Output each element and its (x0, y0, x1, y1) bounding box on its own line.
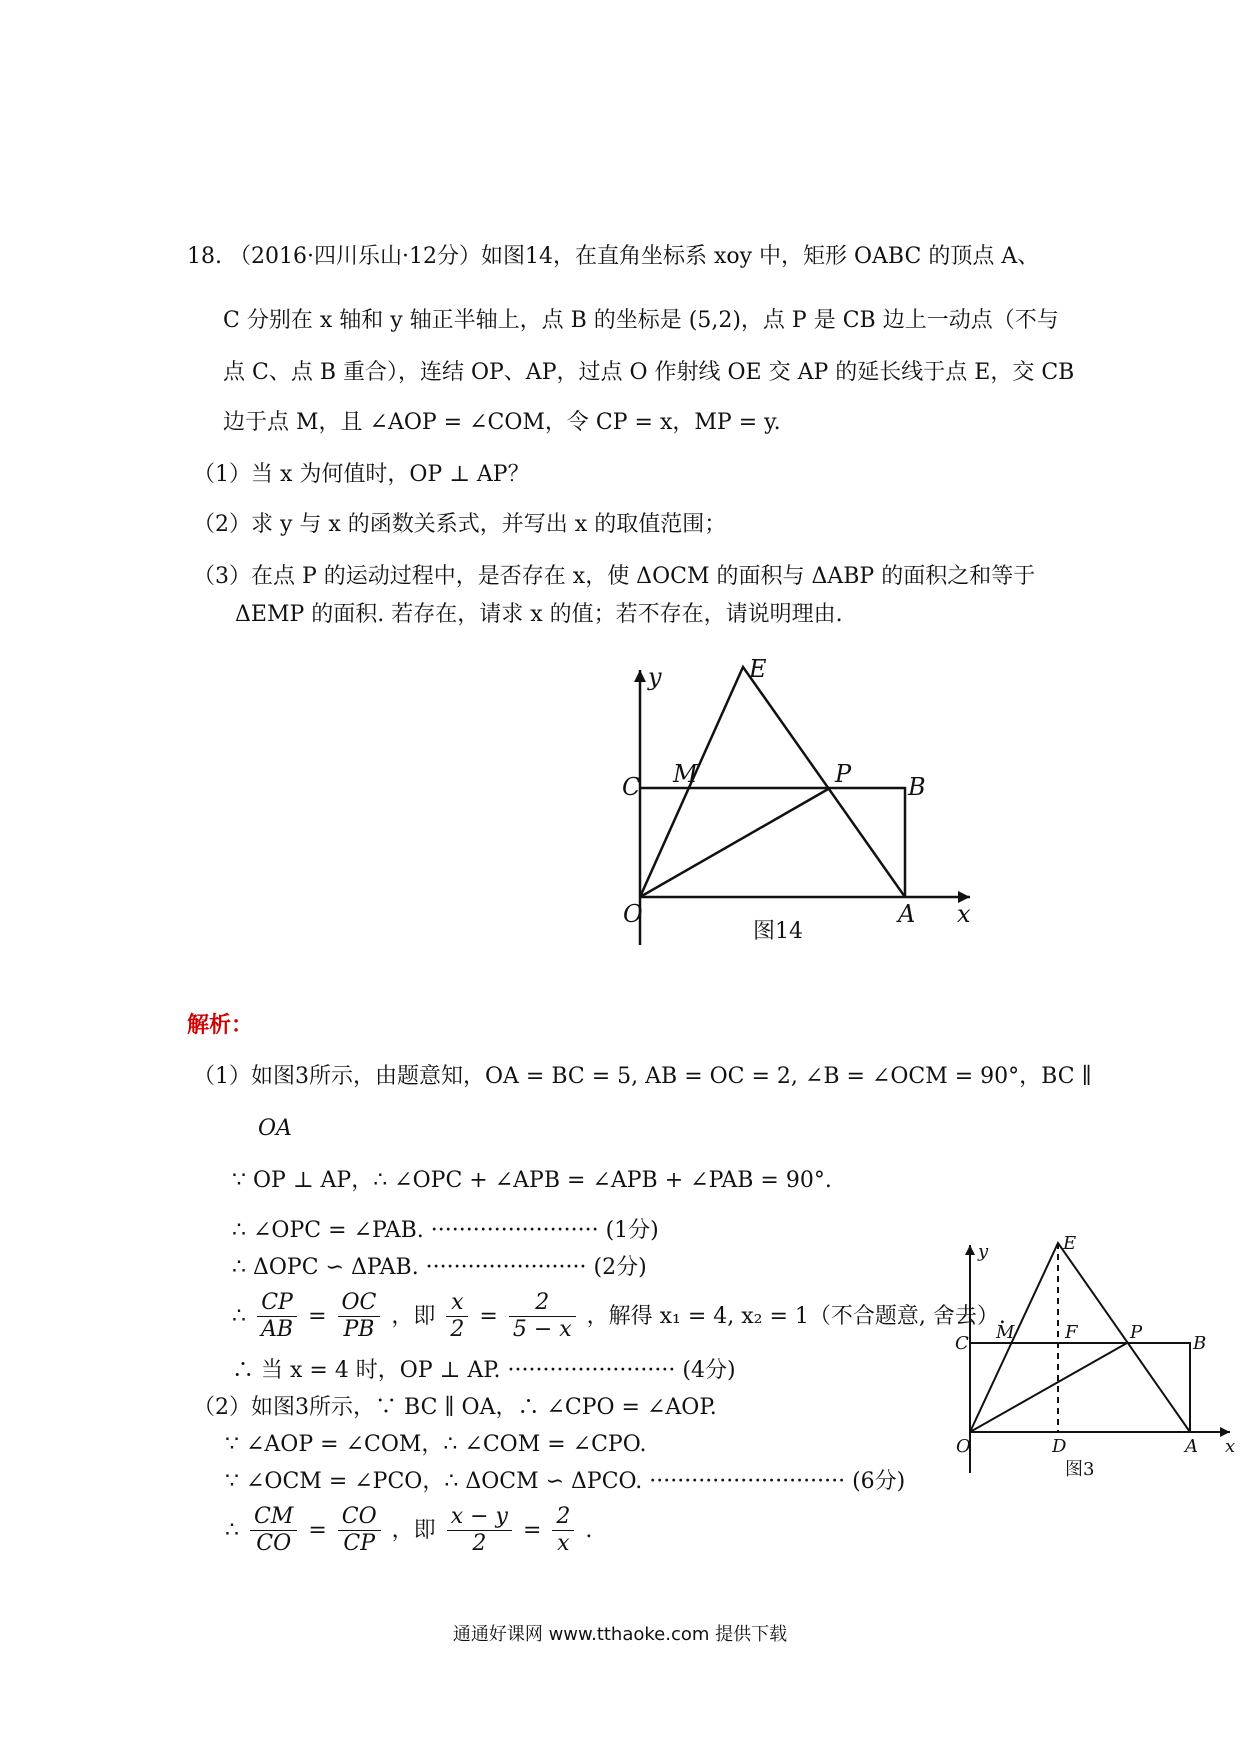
solution-line-10 (225, 1504, 592, 1558)
fraction-denominator: PB (343, 1317, 375, 1343)
fraction-numerator: 2 (509, 1290, 576, 1317)
label-e: E (1063, 1235, 1077, 1254)
equals-sign: = (522, 1517, 542, 1543)
fraction-2-5-minus-x (509, 1290, 576, 1344)
solution-result-text: ，解得 x₁ = 4, x₂ = 1（不合题意, 舍去）. (586, 1303, 1006, 1329)
solution-line-2: ∵ OP ⊥ AP，∴ ∠OPC + ∠APB = ∠APB + ∠PAB = 90°. (232, 1168, 832, 1193)
problem-line-4: 边于点 M，且 ∠AOP = ∠COM，令 CP = x，MP = y. (223, 410, 781, 435)
therefore-symbol: ∴ (225, 1517, 239, 1543)
solution-line-4: ∴ ΔOPC ∽ ΔPAB. ······················· (2分) (232, 1255, 647, 1280)
segment-op (970, 1343, 1127, 1432)
figure-14-diagram (585, 655, 985, 950)
page-footer: 通通好课网 www.tthaoke.com 提供下载 (452, 1624, 788, 1645)
fraction-numerator: CO (338, 1504, 381, 1531)
figure-3-caption: 图3 (1065, 1459, 1095, 1480)
solution-line-9: ∵ ∠OCM = ∠PCO，∴ ΔOCM ∽ ΔPCO. ···························· (6分) (225, 1469, 906, 1494)
problem-line-1: 18. （2016·四川乐山·12分）如图14，在直角坐标系 xoy 中，矩形 OABC 的顶点 A、 (187, 244, 1040, 269)
therefore-symbol: ∴ (232, 1303, 246, 1329)
label-x: x (1225, 1436, 1235, 1457)
rectangle-cb-ba (970, 1343, 1190, 1432)
solution-line-8: ∵ ∠AOP = ∠COM，∴ ∠COM = ∠CPO. (225, 1432, 647, 1457)
label-p: P (835, 760, 852, 788)
fraction-numerator: CM (250, 1504, 297, 1531)
fraction-denominator: 5 − x (512, 1317, 572, 1343)
label-m: M (673, 760, 698, 788)
solution-line-6: ∴ 当 x = 4 时，OP ⊥ AP. ························ (4分) (232, 1358, 736, 1383)
y-axis-arrow-icon (965, 1245, 975, 1255)
segment-op (640, 788, 830, 897)
fraction-denominator: AB (261, 1317, 294, 1343)
fraction-denominator: CP (343, 1531, 376, 1557)
question-3-line-2: ΔEMP 的面积. 若存在，请求 x 的值；若不存在，请说明理由. (235, 602, 843, 627)
connector-text: ，即 (391, 1303, 436, 1329)
connector-text: ，即 (391, 1517, 436, 1543)
fraction-denominator: CO (256, 1531, 292, 1557)
label-m: M (996, 1322, 1015, 1343)
label-f: F (1065, 1322, 1078, 1343)
fraction-denominator: 2 (450, 1317, 465, 1343)
label-p: P (1130, 1322, 1143, 1343)
y-axis-arrow-icon (634, 670, 646, 682)
fraction-numerator: 2 (552, 1504, 574, 1531)
solution-line-1b: OA (258, 1116, 292, 1141)
fraction-cm-co (250, 1504, 297, 1558)
label-y: y (648, 663, 662, 691)
solution-line-5 (232, 1290, 1006, 1344)
fraction-x-minus-y-2 (447, 1504, 512, 1558)
fraction-numerator: x (446, 1290, 468, 1317)
label-b: B (908, 773, 926, 801)
label-y: y (978, 1241, 989, 1262)
label-a: A (1185, 1436, 1198, 1457)
label-e: E (749, 655, 767, 683)
label-o: O (623, 900, 643, 928)
question-1: （1）当 x 为何值时，OP ⊥ AP？ (193, 462, 530, 487)
fraction-numerator: OC (338, 1290, 381, 1317)
problem-line-2: C 分别在 x 轴和 y 轴正半轴上，点 B 的坐标是 (5,2)，点 P 是 CB 边上一动点（不与 (223, 308, 1059, 333)
fraction-cp-ab (257, 1290, 297, 1344)
solution-heading: 解析： (187, 1012, 254, 1038)
label-x: x (957, 900, 971, 928)
equals-sign: = (479, 1303, 498, 1329)
solution-line-7: （2）如图3所示，∵ BC ∥ OA，∴ ∠CPO = ∠AOP. (193, 1395, 717, 1420)
label-a: A (898, 900, 916, 928)
label-b: B (1193, 1333, 1207, 1354)
problem-line-3: 点 C、点 B 重合），连结 OP、AP，过点 O 作射线 OE 交 AP 的延长线于点 E，交 CB (223, 360, 1075, 385)
fraction-denominator: x (557, 1531, 570, 1557)
fraction-numerator: CP (257, 1290, 297, 1317)
fraction-denominator: 2 (472, 1531, 487, 1557)
question-3-line-1: （3）在点 P 的运动过程中，是否存在 x，使 ΔOCM 的面积与 ΔABP 的面积之和等于 (193, 564, 1036, 589)
label-d: D (1052, 1436, 1067, 1457)
period: . (585, 1517, 593, 1543)
label-c: C (622, 773, 641, 801)
question-2: （2）求 y 与 x 的函数关系式，并写出 x 的取值范围； (193, 512, 727, 537)
figure-3-diagram (930, 1235, 1235, 1480)
solution-line-3: ∴ ∠OPC = ∠PAB. ························ (1分) (232, 1218, 659, 1243)
solution-line-1: （1）如图3所示，由题意知，OA = BC = 5, AB = OC = 2, ∠B = ∠OCM = 90°，BC ∥ (193, 1064, 1092, 1089)
fraction-numerator: x − y (447, 1504, 512, 1531)
label-c: C (955, 1333, 969, 1354)
fraction-co-cp (338, 1504, 381, 1558)
fraction-x-2 (446, 1290, 468, 1344)
equals-sign: = (308, 1303, 327, 1329)
label-o: O (956, 1436, 971, 1457)
equals-sign: = (308, 1517, 327, 1543)
figure-14-caption: 图14 (753, 919, 803, 944)
fraction-2-x (552, 1504, 574, 1558)
fraction-oc-pb (338, 1290, 381, 1344)
